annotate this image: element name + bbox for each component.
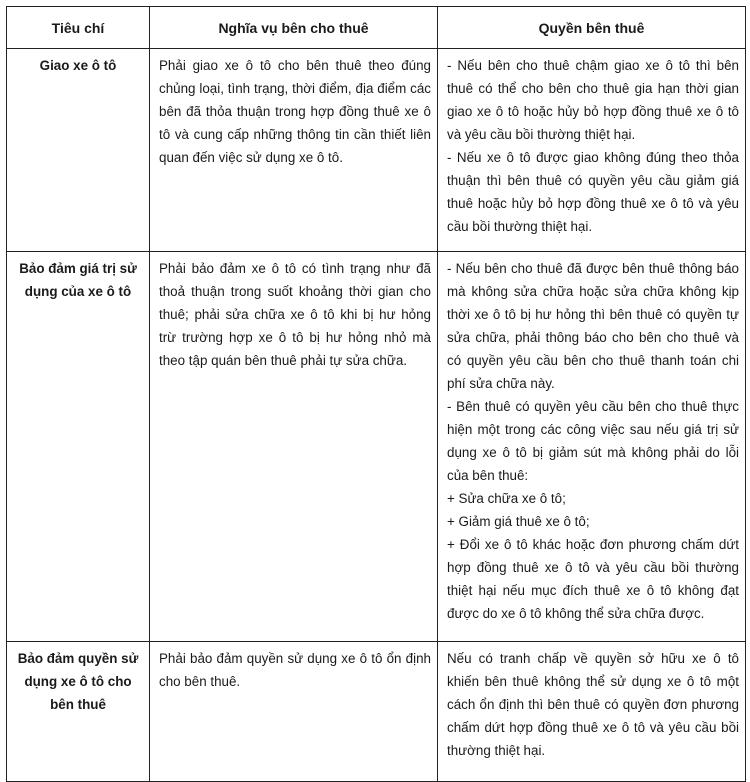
rights-cell: [438, 642, 746, 782]
rights-paragraph: - Bên thuê có quyền yêu cầu bên cho thuê thực hiện một trong các công việc sau nếu giá trị sử dụng xe ô tô bị giảm sút mà không phải do lỗi của bên thuê:: [447, 399, 739, 483]
rights-paragraph: - Nếu xe ô tô được giao không đúng theo thỏa thuận thì bên thuê có quyền yêu cầu giảm giá thuê hoặc hủy bỏ hợp đồng thuê xe ô tô và yêu cầu bồi thường thiệt hại.: [447, 150, 739, 234]
criterion-cell: Bảo đảm quyền sử dụng xe ô tô cho bên thuê: [7, 642, 150, 782]
header-lessor-obligations: Nghĩa vụ bên cho thuê: [150, 7, 438, 49]
obligation-text: Phải bảo đảm quyền sử dụng xe ô tô ổn định cho bên thuê.: [159, 651, 431, 689]
rights-list-item: + Đổi xe ô tô khác hoặc đơn phương chấm dứt hợp đồng thuê xe ô tô và yêu cầu bồi thường thiệt hại nếu mục đích thuê xe ô tô không đạt được do xe ô tô không thể sửa chữa được.: [447, 537, 739, 621]
table-header-row: [7, 7, 746, 49]
rights-paragraph: Nếu có tranh chấp về quyền sở hữu xe ô tô khiến bên thuê không thể sử dụng xe ô tô một cách ổn định thì bên thuê có quyền đơn phương chấm dứt hợp đồng thuê xe ô tô và yêu cầu bồi thường thiệt hại.: [447, 651, 739, 758]
rights-cell: [438, 49, 746, 252]
obligation-cell: [150, 252, 438, 642]
rights-list-item: + Sửa chữa xe ô tô;: [447, 491, 566, 506]
comparison-table: [6, 6, 746, 782]
rights-paragraph: - Nếu bên cho thuê chậm giao xe ô tô thì bên thuê có thể cho bên cho thuê gia hạn thời gian giao xe ô tô hoặc hủy bỏ hợp đồng thuê xe ô tô và yêu cầu bồi thường thiệt hại.: [447, 58, 739, 142]
obligation-text: Phải bảo đảm xe ô tô có tình trạng như đã thoả thuận trong suốt khoảng thời gian cho thuê; phải sửa chữa xe ô tô khi bị hư hỏng trừ trường hợp xe ô tô bị hư hỏng nhỏ mà theo tập quán bên thuê phải tự sửa chữa.: [159, 261, 431, 368]
obligation-cell: [150, 49, 438, 252]
rights-list-item: + Giảm giá thuê xe ô tô;: [447, 514, 590, 529]
table-row: [7, 49, 746, 252]
table-row: [7, 642, 746, 782]
obligation-cell: [150, 642, 438, 782]
table-row: [7, 252, 746, 642]
header-lessee-rights: Quyền bên thuê: [438, 7, 746, 49]
rights-paragraph: - Nếu bên cho thuê đã được bên thuê thông báo mà không sửa chữa hoặc sửa chữa không kịp thời xe ô tô bị hư hỏng thì bên thuê có quyền tự sửa chữa, phải thông báo cho bên cho thuê và có quyền yêu cầu bên cho thuê thanh toán chi phí sửa chữa này.: [447, 261, 739, 391]
rights-cell: [438, 252, 746, 642]
criterion-cell: Giao xe ô tô: [7, 49, 150, 252]
criterion-cell: Bảo đảm giá trị sử dụng của xe ô tô: [7, 252, 150, 642]
document-page: [6, 6, 745, 782]
header-criteria: Tiêu chí: [7, 7, 150, 49]
obligation-text: Phải giao xe ô tô cho bên thuê theo đúng chủng loại, tình trạng, thời điểm, địa điểm các bên đã thỏa thuận trong hợp đồng thuê xe ô tô và cung cấp những thông tin cần thiết liên quan đến việc sử dụng xe ô tô.: [159, 58, 431, 165]
